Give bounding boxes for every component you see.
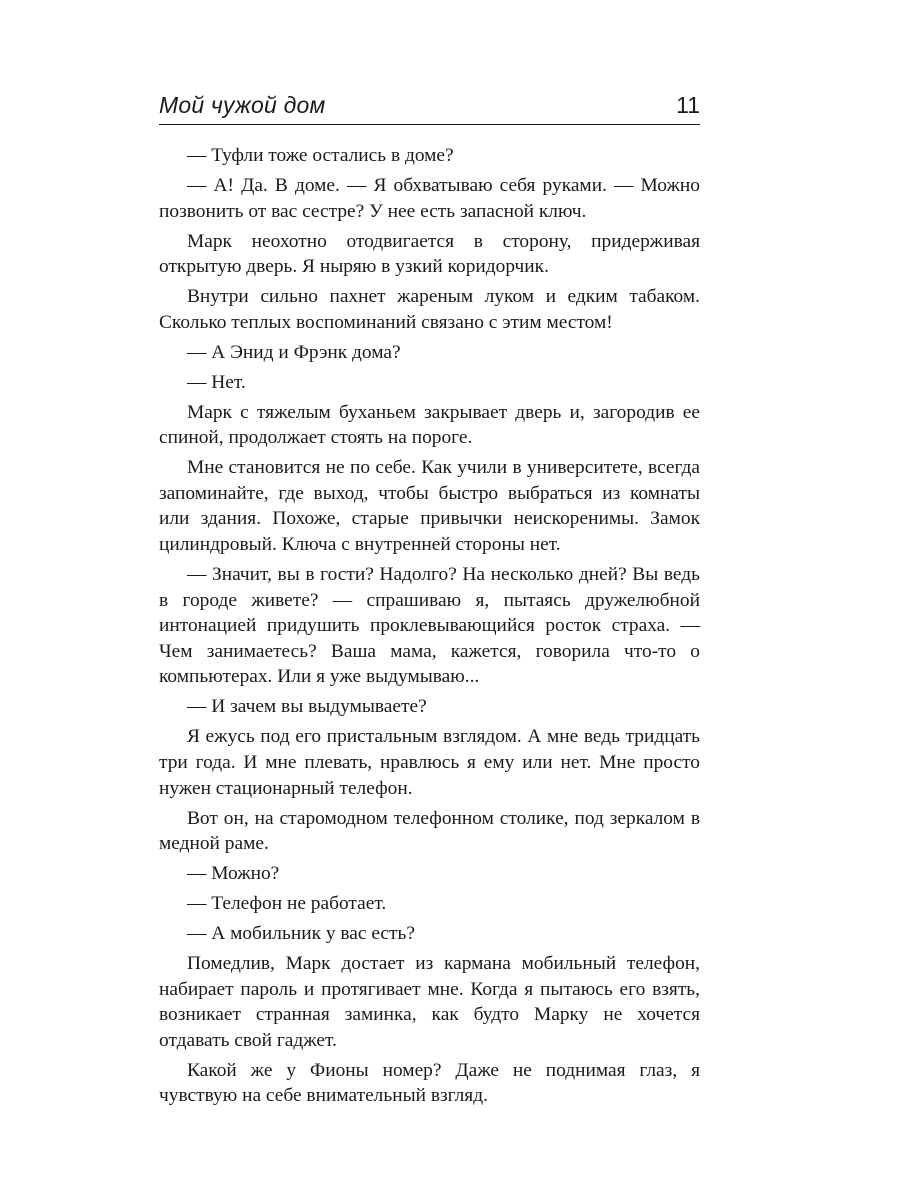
paragraph: Мне становится не по себе. Как учили в университете, всегда запоминайте, где выход, чтобы быстро выбраться из комнаты или здания. Похоже, старые привычки неискоренимы. Замок цилиндровый. Ключа с внутренней стороны нет. <box>159 457 700 556</box>
paragraph: — Значит, вы в гости? Надолго? На несколько дней? Вы ведь в городе живете? — спрашиваю я, пытаясь дружелюбной интонацией придушить проклевывающийся росток страха. — Чем занимаетесь? Ваша мама, кажется, говорила что-то о компьютерах. Или я уже выдумываю... <box>159 564 700 688</box>
running-header <box>159 90 700 125</box>
paragraph: — Телефон не работает. <box>187 893 387 915</box>
paragraph: — А мобильник у вас есть? <box>187 923 415 945</box>
paragraph: — А Энид и Фрэнк дома? <box>187 341 401 363</box>
paragraph: Внутри сильно пахнет жареным луком и едким табаком. Сколько теплых воспоминаний связано с этим местом! <box>159 286 700 333</box>
paragraph: — Туфли тоже остались в доме? <box>187 145 454 166</box>
paragraph: Марк неохотно отодвигается в сторону, придерживая открытую дверь. Я ныряю в узкий коридорчик. <box>159 230 700 278</box>
paragraph: — И зачем вы выдумываете? <box>187 696 427 718</box>
paragraph: — Можно? <box>187 863 280 885</box>
paragraph: Помедлив, Марк достает из кармана мобильный телефон, набирает пароль и протягивает мне. Когда я пытаюсь его взять, возникает странная заминка, как будто Марку не хочется отдавать свой гаджет. <box>159 953 700 1051</box>
page-number: 11 <box>676 92 700 118</box>
paragraph: — А! Да. В доме. — Я обхватываю себя руками. — Можно позвонить от вас сестре? У нее есть запасной ключ. <box>159 174 700 222</box>
paragraph: Марк с тяжелым буханьем закрывает дверь и, загородив ее спиной, продолжает стоять на пороге. <box>159 401 700 449</box>
chapter-title: Мой чужой дом <box>159 92 326 118</box>
body-text <box>159 143 700 1109</box>
paragraph: — Нет. <box>187 371 246 393</box>
paragraph: Какой же у Фионы номер? Даже не поднимая глаз, я чувствую на себе внимательный взгляд. <box>159 1059 700 1107</box>
paragraph: Я ежусь под его пристальным взглядом. А мне ведь тридцать три года. И мне плевать, нравлюсь я ему или нет. Мне просто нужен стационарный телефон. <box>159 726 700 799</box>
paragraph: Вот он, на старомодном телефонном столике, под зеркалом в медной раме. <box>159 807 700 855</box>
book-page <box>159 90 700 1109</box>
